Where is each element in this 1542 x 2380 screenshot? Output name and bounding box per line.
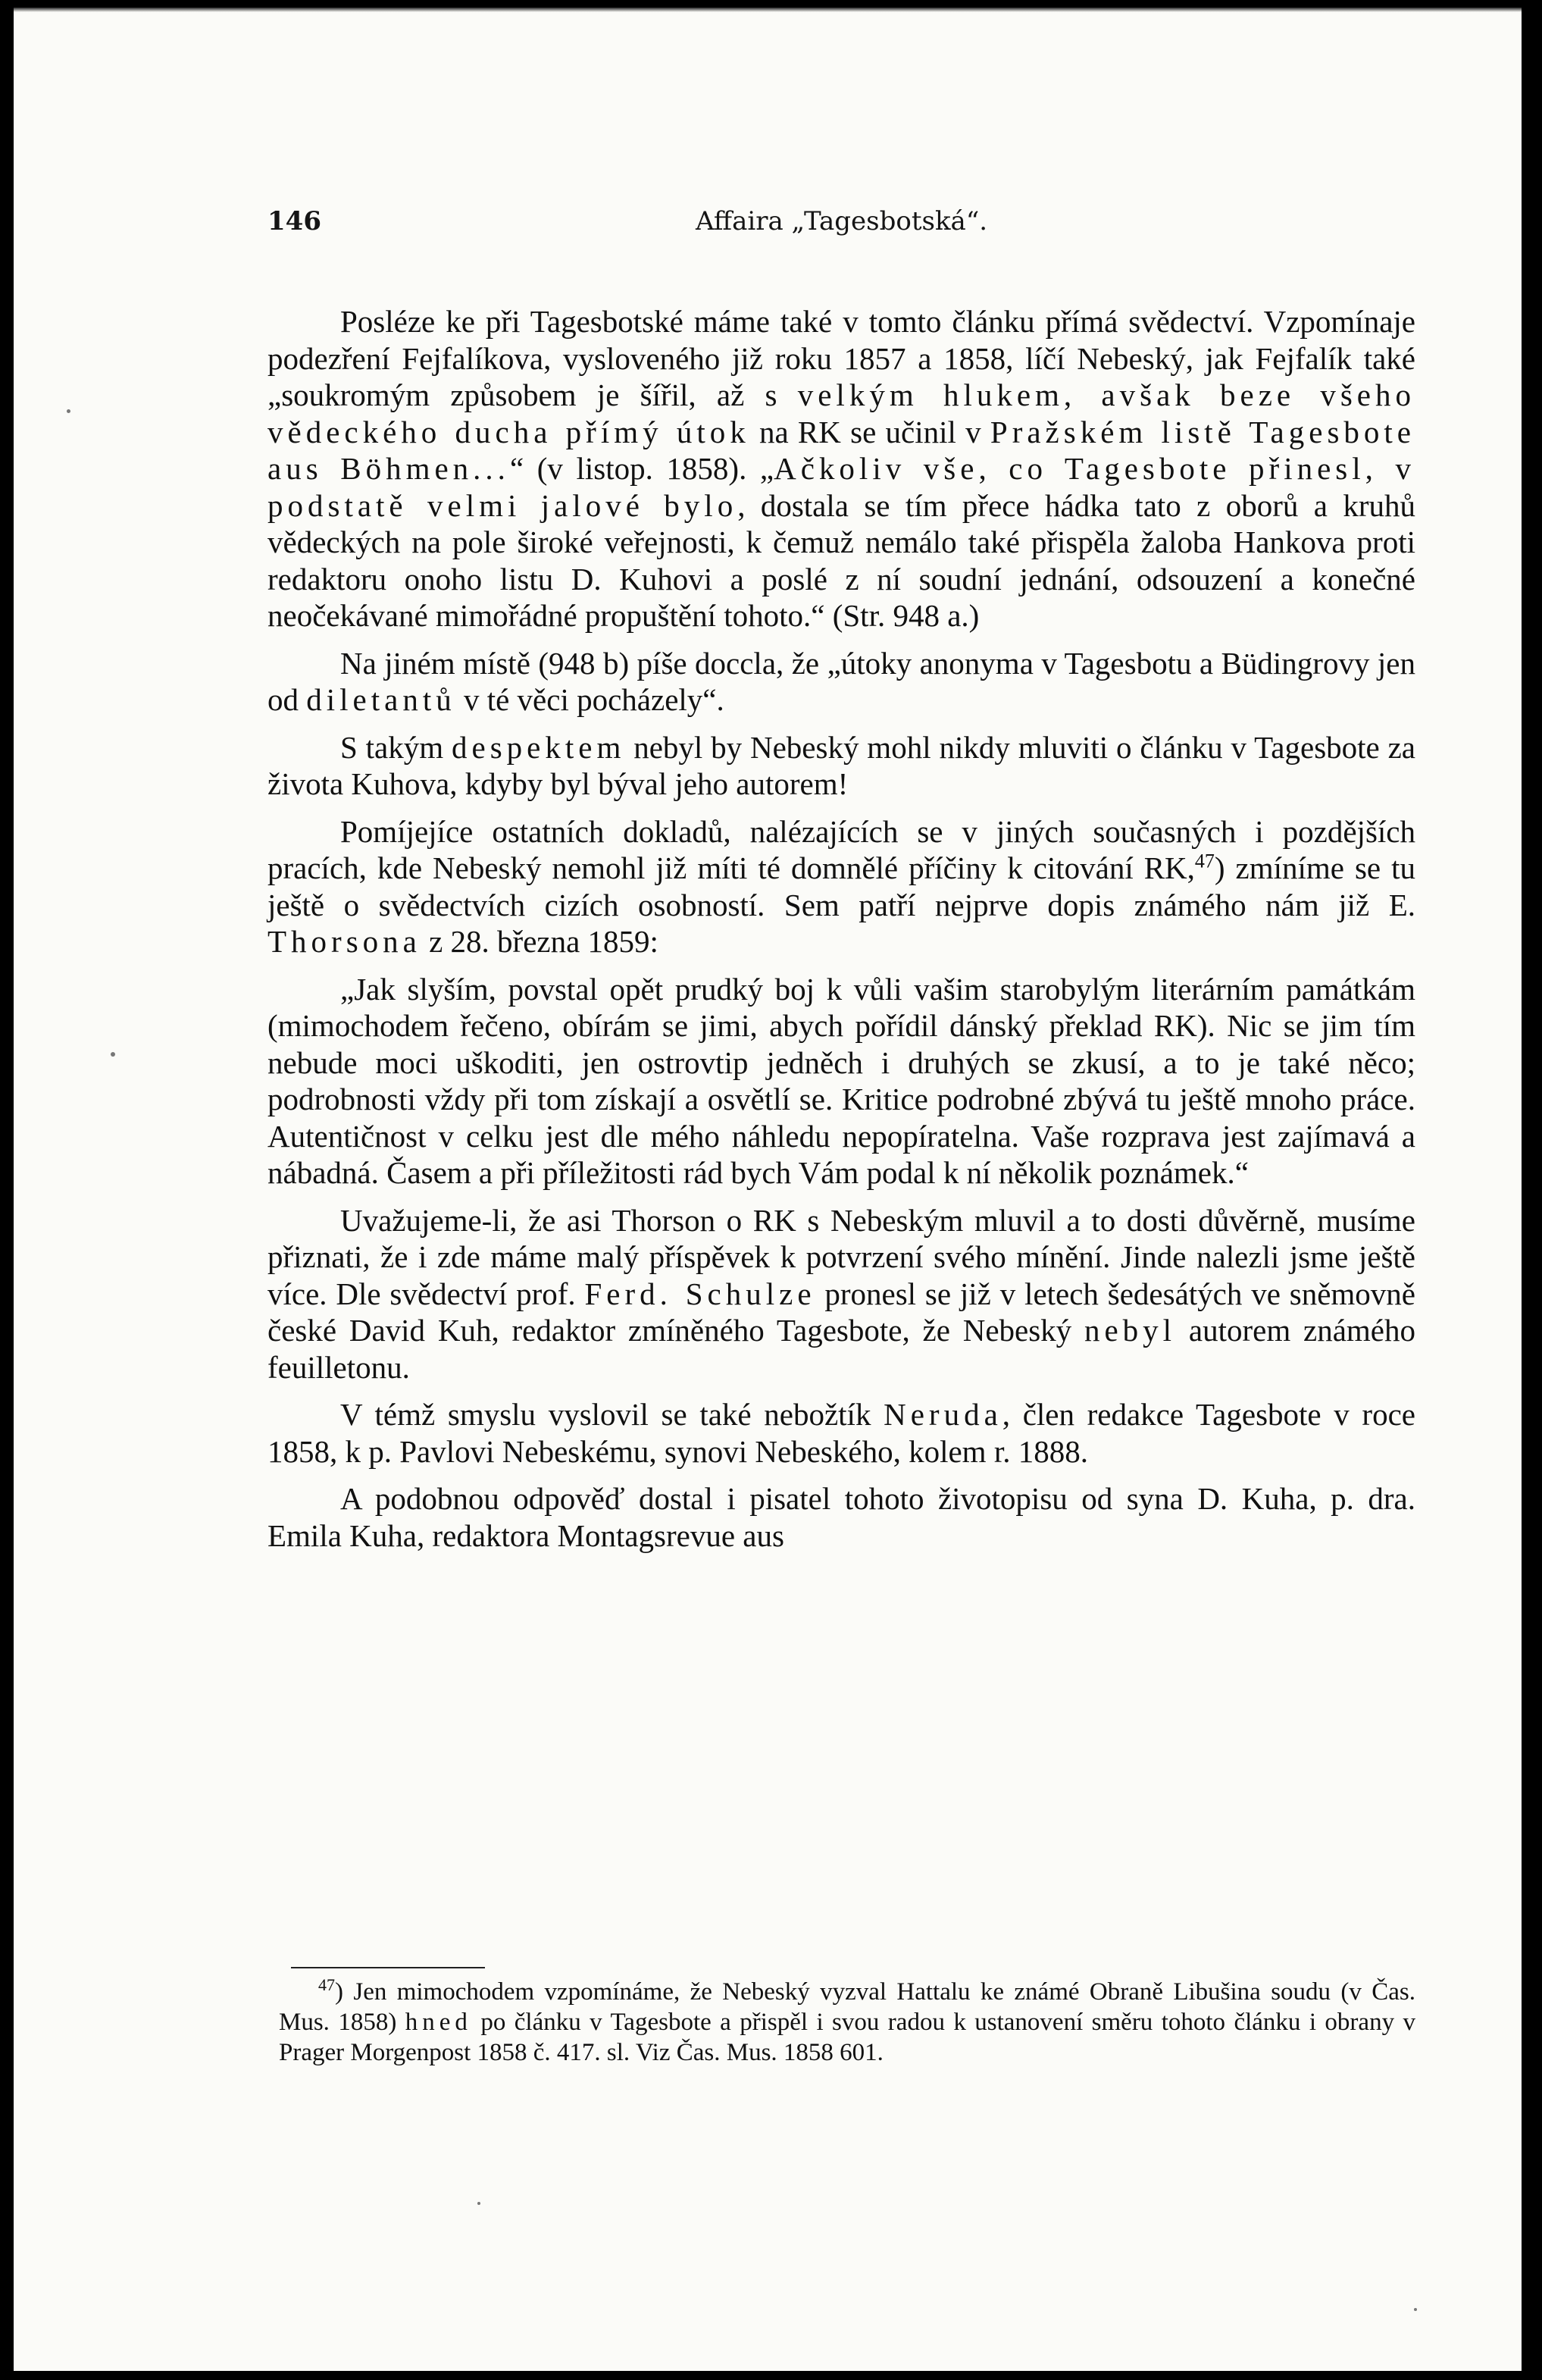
scan-speck <box>477 2202 480 2205</box>
paragraph-6: Uvažujeme-li, že asi Thorson o RK s Nebeským mluvil a to dosti důvěrně, musíme přiznati, že i zde máme malý příspěvek k potvrzení svého mínění. Jinde nalezli jsme ještě více. Dle svědectví prof. Ferd. Schulze pronesl se již v letech šedesátých ve sněmovně české David Kuh, redaktor zmíněného Tagesbote, že Nebeský nebyl autorem známého feuilletonu. <box>267 1202 1415 1385</box>
emphasis: despektem <box>452 729 626 765</box>
page-top-edge <box>14 8 1522 12</box>
paragraph-2: Na jiném místě (948 b) píše doccla, že „útoky anonyma v Tagesbotu a Büdingrovy jen od diletantů v té věci pocházely“. <box>267 645 1415 717</box>
emphasis: Pražském listě Tagesbote aus Böhmen... <box>267 414 1415 486</box>
page-header <box>267 206 1415 244</box>
page-number: 146 <box>267 206 321 236</box>
emphasis: hned <box>405 2009 472 2036</box>
paragraph-5-quote: „Jak slyším, povstal opět prudký boj k vůli vašim starobylým literárním památkám (mimochodem řečeno, obírám se jimi, abych pořídil dánský překlad RK). Nic se jim tím nebude moci uškoditi, jen ostrovtip jedněch i druhých se zkusí, a to je také něco; podrobnosti vždy při tom získají a osvětlí se. Kritice podrobné zbývá tu ještě mnoho práce. Autentičnost v celku jest dle mého náhledu nepopíratelna. Vaše rozprava jest zajímavá a nábadná. Časem a při příležitosti rád bych Vám podal k ní několik poznámek.“ <box>267 971 1415 1190</box>
footnote-rule <box>291 1967 485 1968</box>
footnote-reference: 47 <box>1194 850 1215 872</box>
emphasis: Ferd. Schulze <box>584 1276 816 1311</box>
scan-speck <box>1414 2308 1417 2311</box>
scan-speck <box>111 1052 115 1057</box>
paragraph-4: Pomíjejíce ostatních dokladů, nalézajících se v jiných současných i pozdějších pracích, kde Nebeský nemohl již míti té domnělé příčiny k citování RK,$^{47}$) zmíníme se tu ještě o svědectvích cizích osobností. Sem patří nejprve dopis známého nám již E. Thorsona z 28. března 1859: <box>267 813 1415 959</box>
footnote-47: $^{47}$) Jen mimochodem vzpomínáme, že Nebeský vyzval Hattalu ke známé Obraně Libušina soudu (v Čas. Mus. 1858) hned po článku v Tagesbote a přispěl i svou radou k ustanovení směru tohoto článku i obrany v Prager Morgenpost 1858 č. 417. sl. Viz Čas. Mus. 1858 601. <box>279 1975 1415 2066</box>
scanned-page <box>14 8 1522 2371</box>
running-title: Affaira „Tagesbotská“. <box>695 206 988 236</box>
emphasis: Ačkoliv vše, co Tagesbote přinesl, v podstatě velmi jalové bylo <box>267 451 1415 523</box>
paragraph-7: V témž smyslu vyslovil se také nebožtík Neruda, člen redakce Tagesbote v roce 1858, k p. Pavlovi Nebeskému, synovi Nebeského, kolem r. 1888. <box>267 1397 1415 1469</box>
emphasis: nebyl <box>1084 1313 1177 1348</box>
emphasis: Neruda <box>884 1397 1002 1432</box>
paragraph-1: Posléze ke při Tagesbotské máme také v tomto článku přímá svědectví. Vzpomínaje podezření Fejfalíkova, vysloveného již roku 1857 a 1858, líčí Nebeský, jak Fejfalík také „soukromým způsobem je šířil, až s velkým hlukem, avšak beze všeho vědeckého ducha přímý útok na RK se učinil v Pražském listě Tagesbote aus Böhmen...“ (v listop. 1858). „Ačkoliv vše, co Tagesbote přinesl, v podstatě velmi jalové bylo, dostala se tím přece hádka tato z oborů a kruhů vědeckých na pole široké veřejnosti, k čemuž nemálo také přispěla žaloba Hankova proti redaktoru onoho listu D. Kuhovi a poslé z ní soudní jednání, odsouzení a konečné neočekávané mimořádné propuštění tohoto.“ (Str. 948 a.) <box>267 304 1415 633</box>
body-text <box>267 303 1415 1564</box>
emphasis: velkým hlukem, avšak beze všeho vědeckého ducha přímý útok <box>267 377 1415 449</box>
scan-speck <box>67 409 70 413</box>
paragraph-3: S takým despektem nebyl by Nebeský mohl nikdy mluviti o článku v Tagesbote za života Kuhova, kdyby byl býval jeho autorem! <box>267 729 1415 801</box>
emphasis: diletantů <box>306 682 456 717</box>
emphasis: Thorsona <box>267 924 421 959</box>
footnote-mark: 47 <box>318 1975 335 1994</box>
paragraph-8: A podobnou odpověď dostal i pisatel tohoto životopisu od syna D. Kuha, p. dra. Emila Kuha, redaktora Montagsrevue aus <box>267 1481 1415 1553</box>
